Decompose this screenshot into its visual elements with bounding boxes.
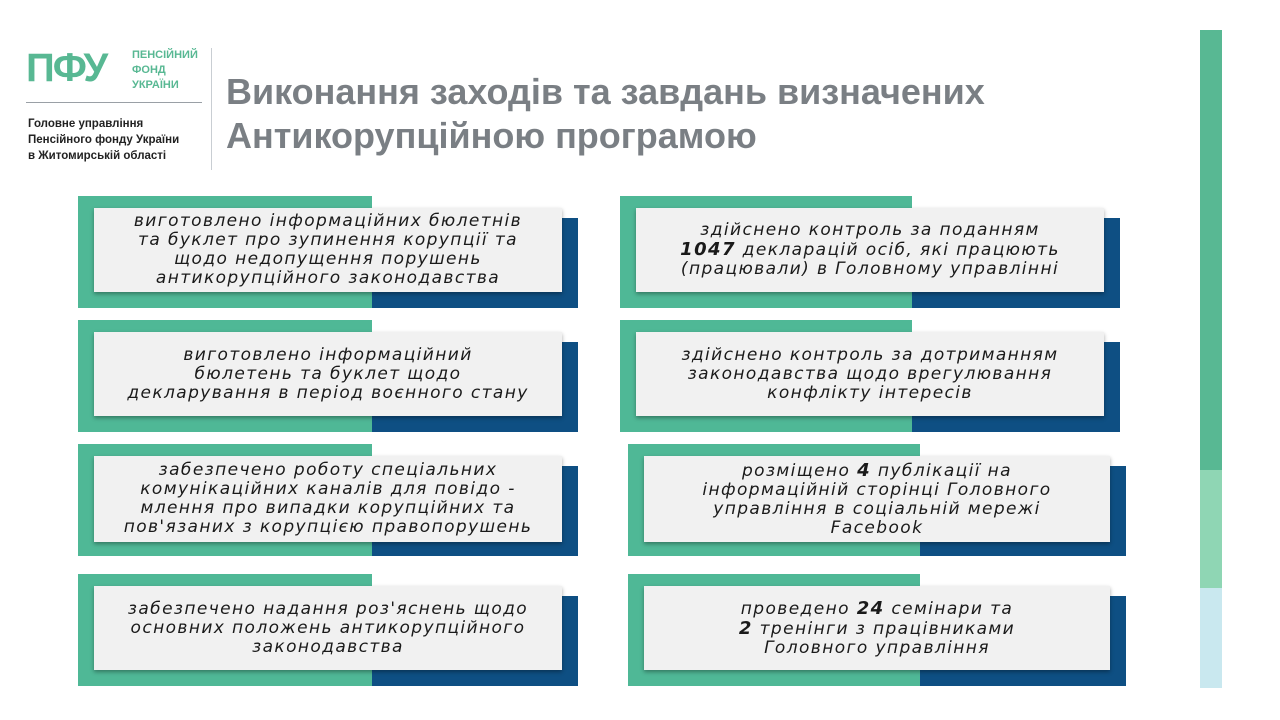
card-line: пов'язаних з корупцією правопорушень (123, 517, 533, 537)
card-line: (працювали) в Головному управлінні (680, 259, 1060, 279)
card-line: здійснено контроль за поданням (700, 220, 1040, 240)
card-line: забезпечено надання роз'яснень щодо (127, 598, 529, 619)
card-right-3 (628, 444, 1126, 556)
card-line: щодо недопущення порушень (174, 249, 482, 269)
card-text-part: проведено (740, 598, 857, 619)
org-name (28, 116, 179, 164)
card-right-2 (620, 320, 1120, 432)
card-line: законодавства щодо врегулювання (687, 363, 1053, 384)
card-left-1 (78, 196, 578, 308)
declarations-count: 1047 (680, 239, 736, 260)
logo-words (132, 48, 198, 93)
title-line: Антикорупційною програмою (226, 115, 757, 156)
card-line (702, 461, 1051, 481)
org-line: Головне управління (28, 118, 144, 130)
card-text (94, 208, 562, 292)
logo-word: ФОНД (132, 64, 166, 76)
publications-count: 4 (857, 459, 872, 481)
card-text (636, 208, 1104, 292)
card-left-2 (78, 320, 578, 432)
logo-mark: ПФУ (26, 46, 107, 90)
card-line: законодавства (252, 636, 404, 657)
card-line: інформаційній сторінці Головного (702, 479, 1052, 500)
trainings-count: 2 (738, 617, 753, 639)
title-line: Виконання заходів та завдань визначених (226, 71, 985, 112)
card-line: декларування в період воєнного стану (127, 382, 529, 403)
card-right-1 (620, 196, 1120, 308)
card-left-3 (78, 444, 578, 556)
logo-word: УКРАЇНИ (132, 79, 179, 91)
card-line: виготовлено інформаційних бюлетнів (133, 211, 523, 231)
seminars-count: 24 (856, 597, 885, 619)
card-text (644, 456, 1110, 542)
header-separator (211, 48, 212, 170)
logo-word: ПЕНСІЙНИЙ (132, 49, 198, 61)
accent-segment (1200, 588, 1222, 688)
card-line (680, 240, 1060, 260)
card-line (739, 619, 1015, 639)
card-right-4 (628, 574, 1126, 686)
card-line: основних положень антикорупційного (130, 617, 526, 638)
card-line: Facebook (830, 517, 924, 538)
card-line: та буклет про зупинення корупції та (138, 230, 518, 250)
card-line: антикорупційного законодавства (155, 268, 501, 288)
card-line (739, 599, 1015, 619)
card-line: млення про випадки корупційних та (140, 498, 516, 518)
card-text (644, 586, 1110, 670)
card-text-part: публікації на (871, 460, 1012, 481)
card-line: виготовлено інформаційний (183, 344, 473, 365)
card-text (94, 332, 562, 416)
card-text-part: тренінги з працівниками (752, 618, 1016, 639)
card-line: здійснено контроль за дотриманням (681, 344, 1059, 365)
right-accent-bar (1200, 30, 1222, 688)
logo-divider (26, 102, 202, 103)
org-line: Пенсійного фонду України (28, 134, 180, 146)
card-text-part: розміщено (741, 460, 858, 481)
accent-segment (1200, 470, 1222, 588)
card-text-part: семінари та (884, 598, 1014, 619)
card-text (636, 332, 1104, 416)
card-line: комунікаційних каналів для повідо - (140, 479, 516, 499)
card-line: бюлетень та буклет щодо (194, 363, 462, 384)
card-line: Головного управління (764, 637, 990, 658)
card-text (94, 456, 562, 542)
card-left-4 (78, 574, 578, 686)
accent-segment (1200, 30, 1222, 470)
card-text-part: декларацій осіб, які працюють (735, 240, 1060, 260)
page-title (226, 70, 1146, 158)
card-line: забезпечено роботу спеціальних (158, 460, 498, 480)
card-text (94, 586, 562, 670)
card-line: конфлікту інтересів (767, 382, 973, 403)
org-line: в Житомирській області (28, 150, 167, 162)
card-line: управління в соціальній мережі (713, 498, 1041, 519)
